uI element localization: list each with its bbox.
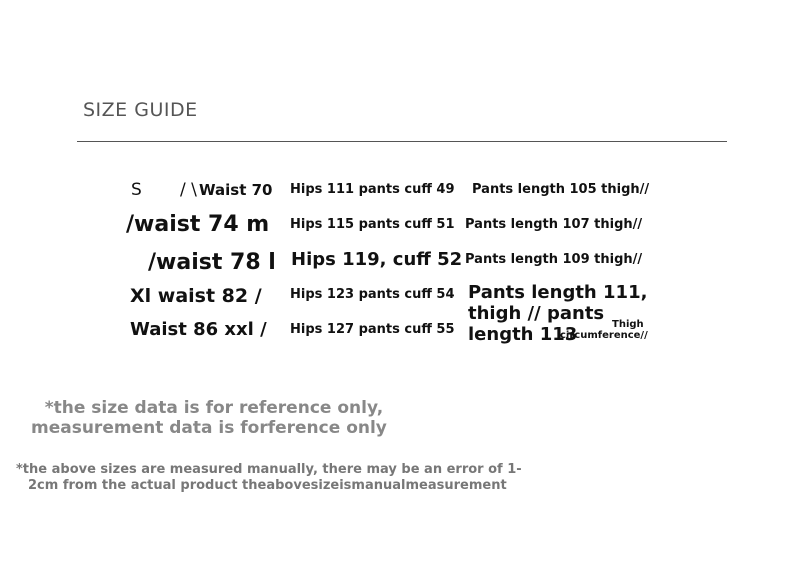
size-l-length-thigh: Pants length 109 thigh// bbox=[465, 252, 643, 267]
size-xxl-circumference-label: circumference// bbox=[560, 330, 648, 341]
size-s-separator: / \ bbox=[180, 180, 197, 200]
reference-note-line1: *the size data is for reference only, bbox=[44, 398, 384, 418]
size-xl-length-line3: length 113 bbox=[468, 324, 578, 345]
title-divider bbox=[77, 141, 727, 142]
size-l-hips-cuff: Hips 119, cuff 52 bbox=[291, 249, 463, 270]
manual-note-line1: *the above sizes are measured manually, there may be an error of 1- bbox=[16, 462, 522, 477]
size-xxl-hips-cuff: Hips 127 pants cuff 55 bbox=[290, 322, 455, 337]
size-xl-length-line1: Pants length 111, bbox=[468, 282, 648, 303]
size-s-length-thigh: Pants length 105 thigh// bbox=[472, 182, 650, 197]
size-s-label: S bbox=[131, 180, 142, 200]
size-xl-hips-cuff: Hips 123 pants cuff 54 bbox=[290, 287, 455, 302]
size-m-length-thigh: Pants length 107 thigh// bbox=[465, 217, 643, 232]
size-m-hips-cuff: Hips 115 pants cuff 51 bbox=[290, 217, 455, 232]
size-xxl-thigh-label: Thigh bbox=[612, 319, 644, 330]
reference-note bbox=[31, 398, 387, 438]
size-xl-waist: Xl waist 82 / bbox=[130, 285, 262, 307]
size-m-waist: /waist 74 m bbox=[126, 212, 270, 237]
reference-note-line2: measurement data is forference only bbox=[31, 418, 387, 438]
size-s-waist: Waist 70 bbox=[199, 181, 273, 199]
manual-measurement-note bbox=[16, 462, 522, 494]
size-s-hips-cuff: Hips 111 pants cuff 49 bbox=[290, 182, 455, 197]
size-xxl-waist: Waist 86 xxl / bbox=[130, 319, 267, 340]
size-xl-length-line2: thigh // pants bbox=[468, 303, 605, 324]
size-l-waist: /waist 78 l bbox=[148, 250, 276, 275]
page-title: SIZE GUIDE bbox=[83, 99, 198, 121]
manual-note-line2: 2cm from the actual product theabovesizeismanualmeasurement bbox=[28, 478, 507, 493]
